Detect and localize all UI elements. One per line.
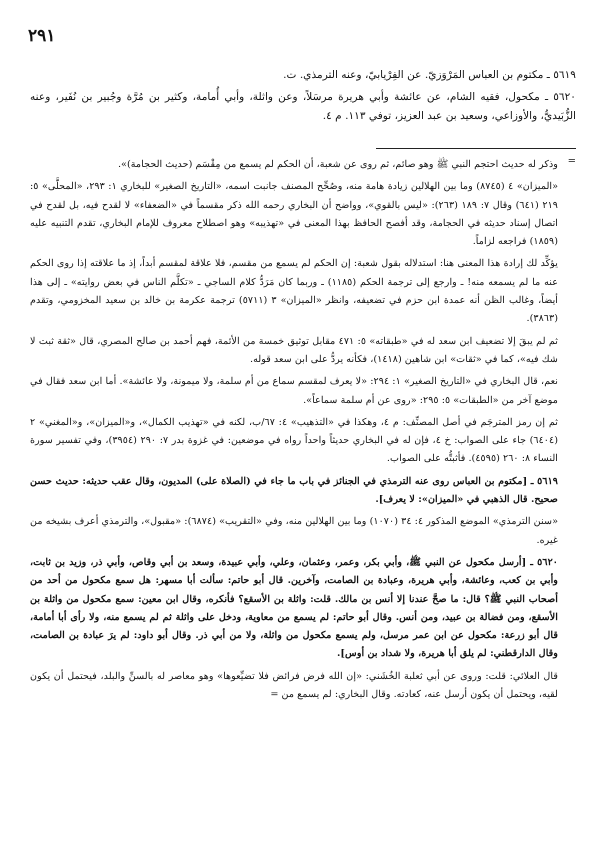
footnote-paragraph: قال العلائي: قلت: وروى عن أبي ثعلبة الخُشَني: «إن الله فرض فرائض فلا تضيِّعوها» وهو معاصر له بالسنِّ والبلد، فيحتمل أن يكون لقيه، ويحتمل أن يكون أرسل عنه، كعادته. وقال البخاري: لم يسمع من = [30, 670, 558, 701]
footnote-divider [376, 148, 576, 149]
footnote-entry-5619: ٥٦١٩ ـ [مكتوم بن العباس روى عنه الترمذي في الجنائز في باب ما جاء في (الصلاة على) المديون، وقال عقب حديثه: حديث حسن صحيح. قال الذهبي في «الميزان»: لا يعرف]. [30, 475, 558, 506]
entry-5619: ٥٦١٩ ـ مكتوم بن العباس المَرْوَزيّ. عن الفِرْيابيّ، وعنه الترمذي. ت. [283, 69, 576, 81]
page-number: ٢٩١ [28, 26, 56, 46]
entry-5620: ٥٦٢٠ ـ مكحول، فقيه الشام، عن عائشة وأبي هريرة مرسَلاً، وعن واثلة، وأبي أُمامة، وكثير بن مُرَّة وجُبير بن نُفَير، وعنه الزُّبَيديُّ، والأوزاعي، وسعيد بن عبد العزيز، توفي ١١٣. م ٤. [30, 91, 576, 122]
footnote-paragraph: يؤكِّد لك إرادة هذا المعنى هنا: استدلاله بقول شعبة: إن الحكم لم يسمع من مقسم، فلا علاقة لمقسم أبداً، إذ ما علاقته إذا روى الحكم عنه ما لم يسمعه منه! ـ وارجع إلى ترجمة الحكم (١١٨٥) ـ وربما كان مَرَدُّ كلام الساجي ـ «تكلَّم الناس في بعض روايته» ـ إلى هذا أيضاً، وغالب الظن أنه عمدة ابن حزم في تضعيفه، وانظر «الميزان» ٣ (٥٧١١) ترجمة عكرمة بن خالد بن سعيد المخزومي، وتقدم (٣٨٦٣). [30, 258, 559, 325]
footnote-paragraph: «الميزان» ٤ (٨٧٤٥) وما بين الهلالين زيادة هامة منه، وصُحِّح المصنف جانبت اسمه، «التاريخ الصغير» للبخاري ١: ٢٩٣، «المحلَّى» ٥: ٢١٩ (٦٤١) وقال ٧: ١٨٩ (٢٦٣): «ليس بالقوي»، وواضح أن البخاري رحمه الله ذكر مقسماً في «الضعفاء» لا لقدح فيه، بل لقدح في اتصال إسناد حديثه في الحجامة، وقد أفصح الحافظ بهذا المعنى في «تهذيبه» وهو اصطلاح معروف للإمام البخاري، تقدم التنبيه عليه (١٨٥٩) فراجعه لزاماً. [30, 181, 559, 248]
footnote-paragraph: «سنن الترمذي» الموضع المذكور ٤: ٣٤ (١٠٧٠) وما بين الهلالين منه، وفي «التقريب» (٦٨٧٤): «مقبول»، والترمذي أعرف بشيخه من غيره. [30, 516, 559, 546]
continuation-mark: = [567, 156, 576, 167]
main-text [30, 66, 576, 129]
footnote-paragraph: ثم إن رمز المترجَم في أصل المصنِّف: م ٤، وهكذا في «التذهيب» ٤: ٦٧/ب، لكنه في «تهذيب الكمال»، و«الميزان»، و«المغني» ٢ (٦٤٠٤) جاء على الصواب: خ ٤، فإن له في البخاري حديثاً واحداً رواه في موضعين: في غزوة بدر ٧: ٢٩٠ (٣٩٥٤)، وفي تفسير سورة النساء ٨: ٢٦٠ (٤٥٩٥). فأثبتُّه على الصواب. [30, 416, 559, 465]
footnote-paragraph: ثم لم يبقَ إلا تضعيف ابن سعد له في «طبقاته» ٥: ٤٧١ مقابل توثيق خمسة من الأئمة، فهم أحمد بن صالح المصري، قال «ثقة ثبت لا شك فيه»، كما في «ثقات» ابن شاهين (١٤١٨)، فكأنه يردُّ على ابن سعد قوله. [30, 335, 558, 365]
footnote-entry-5620: ٥٦٢٠ ـ [أرسل مكحول عن النبي ﷺ، وأبي بكر، وعمر، وعثمان، وعلي، وأبي عبيدة، وسعد بن أبي وقاص، وأبي ذر، وزيد بن ثابت، وأبي بن كعب، وعائشة، وأبي هريرة، وعبادة بن الصامت، وآخرين. قال أبو حاتم: سألت أبا مسهر: هل سمع مكحول من أحد من أصحاب النبي ﷺ؟ قال: ما صحَّ عندنا إلا أنس بن مالك. قلت: واثلة بن الأسقع؟ فأنكره، وقال ابن معين: سمع مكحول من واثلة بن الأسقع، ومن فضالة بن عبيد، ومن أنس. وقال أبو حاتم: لم يسمع من معاوية، ودخل على واثلة ثم لم يسمع منه، ولا رأى أبا أمامة، قال أبو زرعة: مكحول عن ابن عمر مرسل، ولم يسمع مكحول من واثلة، ولا من أبي ذر. وقال أبو داود: لم يرَ عبادة بن الصامت، وقال الدارقطني: لم يلق أبا هريرة، ولا شداد بن أوس]. [30, 556, 558, 660]
footnotes [30, 156, 558, 708]
footnote-paragraph: وذكر له حديث احتجم النبي ﷺ وهو صائم، ثم روى عن شعبة، أن الحكم لم يسمع من مِقْسَم (حديث الحجامة)». [117, 159, 558, 170]
footnote-paragraph: نعم، قال البخاري في «التاريخ الصغير» ١: ٢٩٤: «لا يعرف لمقسم سماع من أم سلمة، ولا ميمونة، ولا عائشة». أما ابن سعد فقال في موضع آخر من «الطبقات» ٥: ٢٩٥: «روى عن أم سلمة سماعاً». [30, 376, 559, 406]
